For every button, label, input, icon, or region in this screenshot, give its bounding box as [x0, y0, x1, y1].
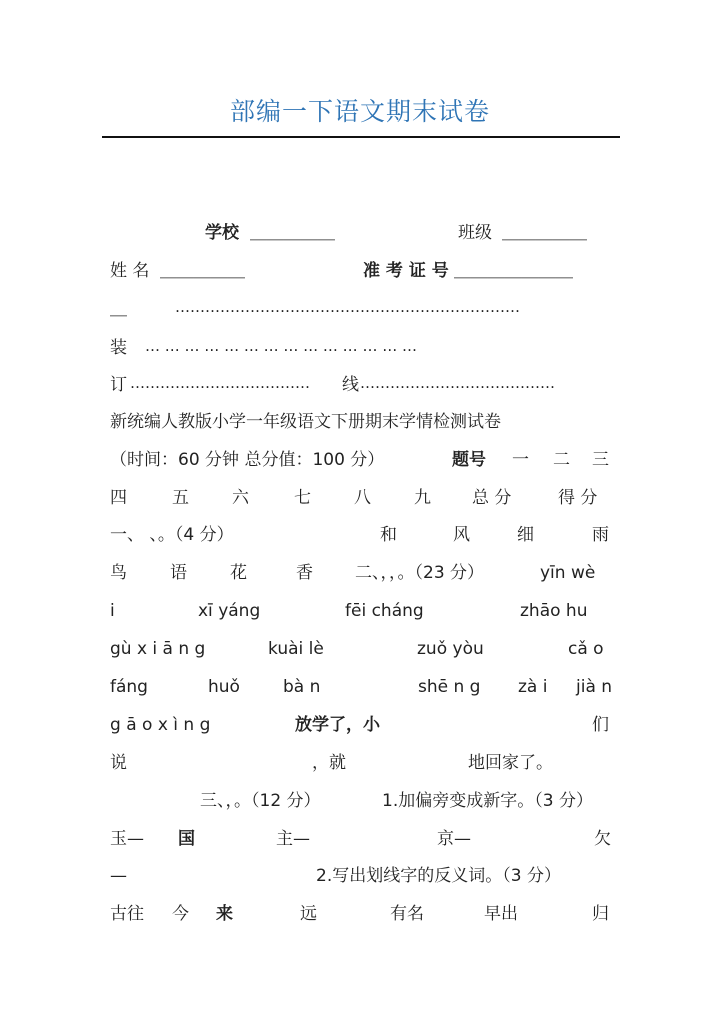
section3-q1: 1.加偏旁变成新字。（3 分） — [382, 791, 593, 811]
binding-label-xian: 线 — [342, 375, 359, 395]
exam-info: （时间：60 分钟 总分值：100 分） — [110, 450, 385, 470]
document-title: 部编一下语文期末试卷 — [229, 97, 490, 126]
q1-item-2: 国 — [178, 829, 195, 849]
pinyin-9: cǎ o — [568, 639, 604, 659]
section1-word-6: 语 — [170, 563, 187, 583]
sentence-part-3: 说 — [110, 753, 127, 773]
score-col-8: 八 — [354, 488, 371, 508]
class-blank[interactable]: ＿＿＿＿＿ — [502, 223, 587, 243]
score-col-4: 四 — [110, 488, 127, 508]
school-label-text: 学校 — [205, 223, 239, 243]
pinyin-10: fáng — [110, 677, 148, 697]
q1-item-1: 玉— — [110, 829, 144, 849]
score-col-6: 六 — [232, 488, 249, 508]
pinyin-12: bà n — [283, 677, 321, 697]
pinyin-3: xī yáng — [198, 601, 261, 621]
section3-label: 三、，。（12 分） — [200, 791, 321, 811]
section1-label: 一、 、。（4 分） — [110, 525, 234, 545]
section3-q2: 2.写出划线字的反义词。（3 分） — [316, 866, 561, 886]
pinyin-11: huǒ — [208, 677, 240, 697]
sentence-part-2: 们 — [592, 715, 609, 735]
pinyin-16: g ā o x ì n g — [110, 715, 211, 735]
pinyin-1: yīn wè — [540, 563, 596, 583]
score-col-total: 总 分 — [472, 488, 512, 508]
name-blank[interactable]: ＿＿＿＿＿ — [160, 261, 245, 281]
sentence-part-4: ，就 — [312, 753, 346, 773]
sentence-part-5: 地回家了。 — [468, 753, 553, 773]
section1-word-3: 细 — [517, 525, 534, 545]
score-col-got: 得 分 — [558, 488, 598, 508]
section1-word-4: 雨 — [592, 525, 609, 545]
pinyin-8: zuǒ yòu — [417, 639, 484, 659]
section1-word-1: 和 — [380, 525, 397, 545]
q2-item-5: 有名 — [390, 904, 424, 924]
section1-word-5: 鸟 — [110, 563, 127, 583]
pinyin-13: shē n g — [418, 677, 481, 697]
dotted-line-top: …………………………………………………………… — [175, 298, 520, 316]
q1-item-5: 欠 — [594, 829, 611, 849]
score-col-2: 二 — [553, 450, 570, 470]
dotted-line-ding-left: ……………………………… — [130, 374, 310, 392]
sentence-part-1-text: 放学了，小 — [295, 715, 380, 735]
binding-label-zhuang: 装 — [110, 338, 127, 358]
name-label: 姓 名 — [110, 261, 150, 281]
exam-subtitle: 新统编人教版小学一年级语文下册期末学情检测试卷 — [110, 412, 501, 432]
section1-word-8: 香 — [296, 563, 313, 583]
title-rule — [102, 136, 620, 138]
dotted-line-ding-right: ………………………………… — [360, 374, 555, 392]
section2-label: 二、，，。（23 分） — [355, 563, 485, 583]
school-blank[interactable]: ＿＿＿＿＿ — [250, 223, 335, 243]
pinyin-5: zhāo hu — [520, 601, 588, 621]
score-col-7: 七 — [294, 488, 311, 508]
school-label — [205, 222, 239, 244]
q1-item-4: 京— — [437, 829, 471, 849]
score-header-tihao: 题号 — [452, 450, 486, 470]
score-col-9: 九 — [414, 488, 431, 508]
score-col-1: 一 — [512, 450, 529, 470]
q1-item-6: — — [110, 866, 127, 886]
binding-label-ding: 订 — [110, 375, 127, 395]
q2-item-6: 早出 — [484, 904, 518, 924]
q2-item-4: 远 — [300, 904, 317, 924]
exam-id-label: 准 考 证 号 — [363, 261, 449, 281]
dotted-line-zhuang: … … … … … … … … … … … … … … — [145, 337, 417, 355]
pinyin-7: kuài lè — [268, 639, 324, 659]
pinyin-4: fēi cháng — [345, 601, 424, 621]
q2-item-3: 来 — [216, 904, 233, 924]
section1-word-2: 风 — [453, 525, 470, 545]
pinyin-14: zà i — [518, 677, 548, 697]
q2-item-1: 古往 — [110, 904, 144, 924]
exam-id-blank-continued: ＿ — [110, 299, 127, 319]
q2-item-2: 今 — [172, 904, 189, 924]
section1-word-7: 花 — [230, 563, 247, 583]
score-col-3: 三 — [592, 450, 609, 470]
q1-item-3: 主— — [276, 829, 310, 849]
exam-id-blank[interactable]: ＿＿＿＿＿＿＿ — [454, 261, 573, 281]
pinyin-15: jià n — [576, 677, 613, 697]
pinyin-2: i — [110, 601, 115, 621]
score-col-5: 五 — [172, 488, 189, 508]
q2-item-7: 归 — [592, 904, 609, 924]
class-label: 班级 — [458, 223, 492, 243]
pinyin-6: gù x i ā n g — [110, 639, 206, 659]
sentence-part-1 — [295, 714, 380, 736]
